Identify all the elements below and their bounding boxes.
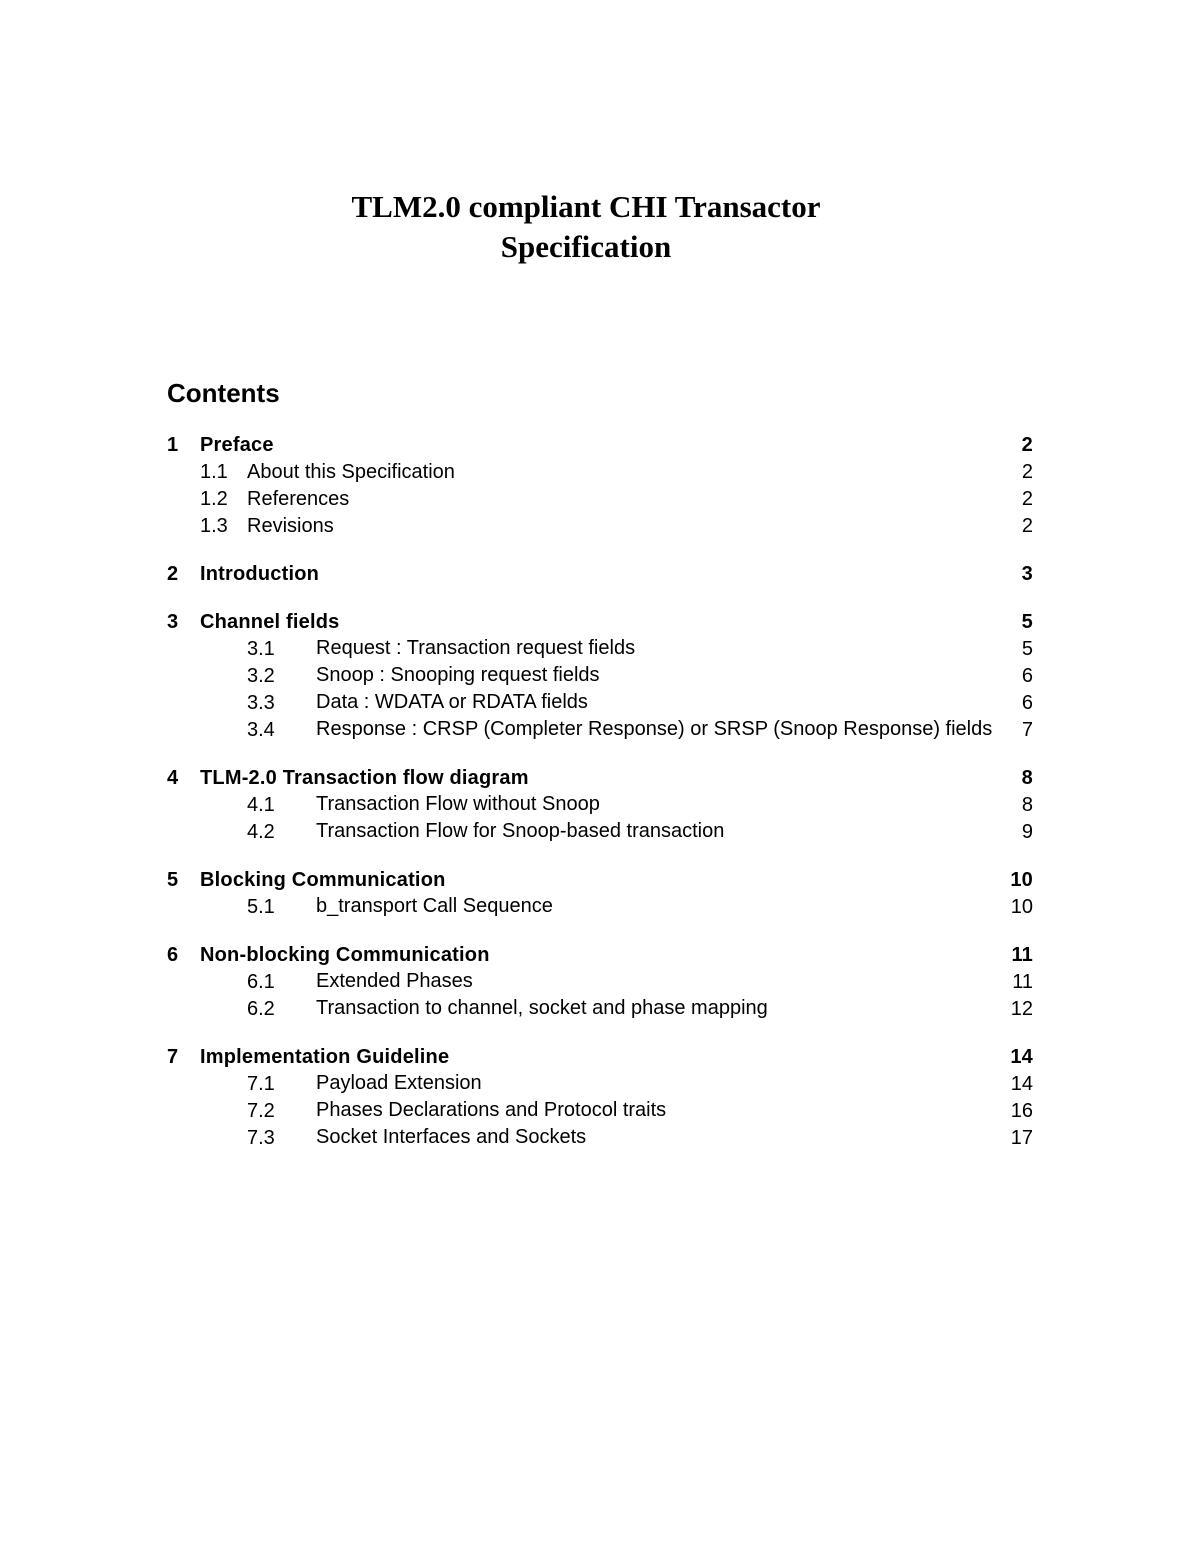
toc-entry-section-7-1[interactable]	[167, 1071, 1033, 1098]
toc-section-number: 3.1	[247, 638, 275, 660]
toc-section-number: 5.1	[247, 896, 275, 918]
toc-entry-section-5-1[interactable]	[167, 894, 1033, 921]
toc-chapter-title: Blocking Communication	[200, 869, 446, 891]
toc-chapter-title: TLM-2.0 Transaction flow diagram	[200, 767, 529, 789]
toc-page-number: 5	[1021, 638, 1033, 660]
toc-page-number: 8	[1021, 767, 1033, 789]
toc-chapter	[167, 1044, 1033, 1152]
toc-section-title: Transaction Flow without Snoop	[316, 793, 600, 815]
toc-page-number: 10	[1010, 869, 1033, 891]
toc-page-number: 11	[1011, 944, 1033, 966]
toc-page-number: 2	[1021, 488, 1033, 510]
toc-entry-section-3-2[interactable]	[167, 663, 1033, 690]
toc-page-number: 8	[1021, 794, 1033, 816]
toc-section-number: 3.3	[247, 692, 275, 714]
toc-page-number: 9	[1021, 821, 1033, 843]
toc-entry-section-1-1[interactable]	[167, 459, 1033, 486]
toc-chapter	[167, 942, 1033, 1023]
toc-section-number: 3.2	[247, 665, 275, 687]
toc-section-number: 7.3	[247, 1127, 275, 1149]
toc-section-number: 6.2	[247, 998, 275, 1020]
document-title-line-2: Specification	[500, 229, 672, 264]
table-of-contents	[167, 432, 1033, 1173]
toc-page-number: 6	[1021, 665, 1033, 687]
toc-section-title: Snoop : Snooping request fields	[316, 664, 600, 686]
toc-page-number: 12	[1010, 998, 1033, 1020]
toc-entry-section-1-2[interactable]	[167, 486, 1033, 513]
toc-page-number: 16	[1010, 1100, 1033, 1122]
toc-section-title: Extended Phases	[316, 970, 473, 992]
toc-chapter-number: 6	[167, 944, 179, 966]
toc-entry-chapter-7[interactable]	[167, 1044, 1033, 1071]
toc-page-number: 2	[1021, 434, 1033, 456]
toc-chapter-title: Implementation Guideline	[200, 1046, 450, 1068]
toc-chapter-title: Preface	[200, 434, 274, 456]
toc-section-title: Request : Transaction request fields	[316, 637, 636, 659]
toc-entry-section-6-2[interactable]	[167, 996, 1033, 1023]
toc-section-number: 7.2	[247, 1100, 275, 1122]
toc-chapter-number: 7	[167, 1046, 179, 1068]
toc-page-number: 2	[1021, 515, 1033, 537]
toc-chapter-title: Non-blocking Communication	[200, 944, 490, 966]
toc-section-number: 4.1	[247, 794, 275, 816]
toc-section-title: Payload Extension	[316, 1072, 482, 1094]
toc-entry-section-7-3[interactable]	[167, 1125, 1033, 1152]
toc-page-number: 6	[1021, 692, 1033, 714]
toc-entry-chapter-5[interactable]	[167, 867, 1033, 894]
toc-section-number: 7.1	[247, 1073, 275, 1095]
toc-entry-section-4-1[interactable]	[167, 792, 1033, 819]
toc-chapter	[167, 765, 1033, 846]
toc-section-number: 1.1	[200, 461, 228, 483]
toc-section-title: Transaction Flow for Snoop-based transaction	[316, 820, 725, 842]
toc-entry-section-4-2[interactable]	[167, 819, 1033, 846]
toc-page-number: 14	[1010, 1046, 1033, 1068]
toc-entry-chapter-1[interactable]	[167, 432, 1033, 459]
toc-chapter-number: 3	[167, 611, 179, 633]
toc-chapter-number: 2	[167, 563, 179, 585]
toc-section-title: Transaction to channel, socket and phase mapping	[316, 997, 768, 1019]
toc-section-title: Response : CRSP (Completer Response) or SRSP (Snoop Response) fields	[316, 718, 993, 740]
toc-chapter-number: 4	[167, 767, 179, 789]
toc-section-title: b_transport Call Sequence	[316, 895, 553, 917]
toc-entry-section-3-4[interactable]	[167, 717, 1033, 744]
toc-section-title: Socket Interfaces and Sockets	[316, 1126, 587, 1148]
toc-page-number: 14	[1010, 1073, 1033, 1095]
toc-chapter-number: 5	[167, 869, 179, 891]
toc-entry-section-3-3[interactable]	[167, 690, 1033, 717]
toc-entry-section-7-2[interactable]	[167, 1098, 1033, 1125]
toc-chapter-title: Channel fields	[200, 611, 340, 633]
toc-entry-chapter-6[interactable]	[167, 942, 1033, 969]
toc-chapter-title: Introduction	[200, 563, 320, 585]
toc-page-number: 5	[1021, 611, 1033, 633]
toc-chapter	[167, 432, 1033, 540]
toc-chapter-number: 1	[167, 434, 179, 456]
toc-entry-section-6-1[interactable]	[167, 969, 1033, 996]
toc-page-number: 3	[1021, 563, 1033, 585]
toc-entry-chapter-2[interactable]	[167, 561, 1033, 588]
toc-entry-chapter-4[interactable]	[167, 765, 1033, 792]
toc-section-title: About this Specification	[247, 461, 455, 483]
toc-section-number: 6.1	[247, 971, 275, 993]
toc-page-number: 10	[1010, 896, 1033, 918]
toc-chapter	[167, 609, 1033, 744]
toc-entry-section-1-3[interactable]	[167, 513, 1033, 540]
toc-chapter	[167, 867, 1033, 921]
toc-section-title: Phases Declarations and Protocol traits	[316, 1099, 667, 1121]
toc-section-title: Revisions	[247, 515, 334, 537]
toc-section-number: 4.2	[247, 821, 275, 843]
toc-section-number: 3.4	[247, 719, 275, 741]
toc-section-number: 1.2	[200, 488, 228, 510]
toc-chapter	[167, 561, 1033, 588]
toc-page-number: 11	[1012, 971, 1033, 993]
toc-section-title: Data : WDATA or RDATA fields	[316, 691, 588, 713]
toc-page-number: 17	[1010, 1127, 1033, 1149]
document-title-line-1: TLM2.0 compliant CHI Transactor	[351, 189, 821, 224]
contents-heading: Contents	[167, 378, 280, 408]
toc-entry-section-3-1[interactable]	[167, 636, 1033, 663]
toc-entry-chapter-3[interactable]	[167, 609, 1033, 636]
toc-page-number: 2	[1021, 461, 1033, 483]
toc-page-number: 7	[1021, 719, 1033, 741]
document-title	[0, 187, 1172, 267]
toc-section-number: 1.3	[200, 515, 228, 537]
toc-section-title: References	[247, 488, 350, 510]
